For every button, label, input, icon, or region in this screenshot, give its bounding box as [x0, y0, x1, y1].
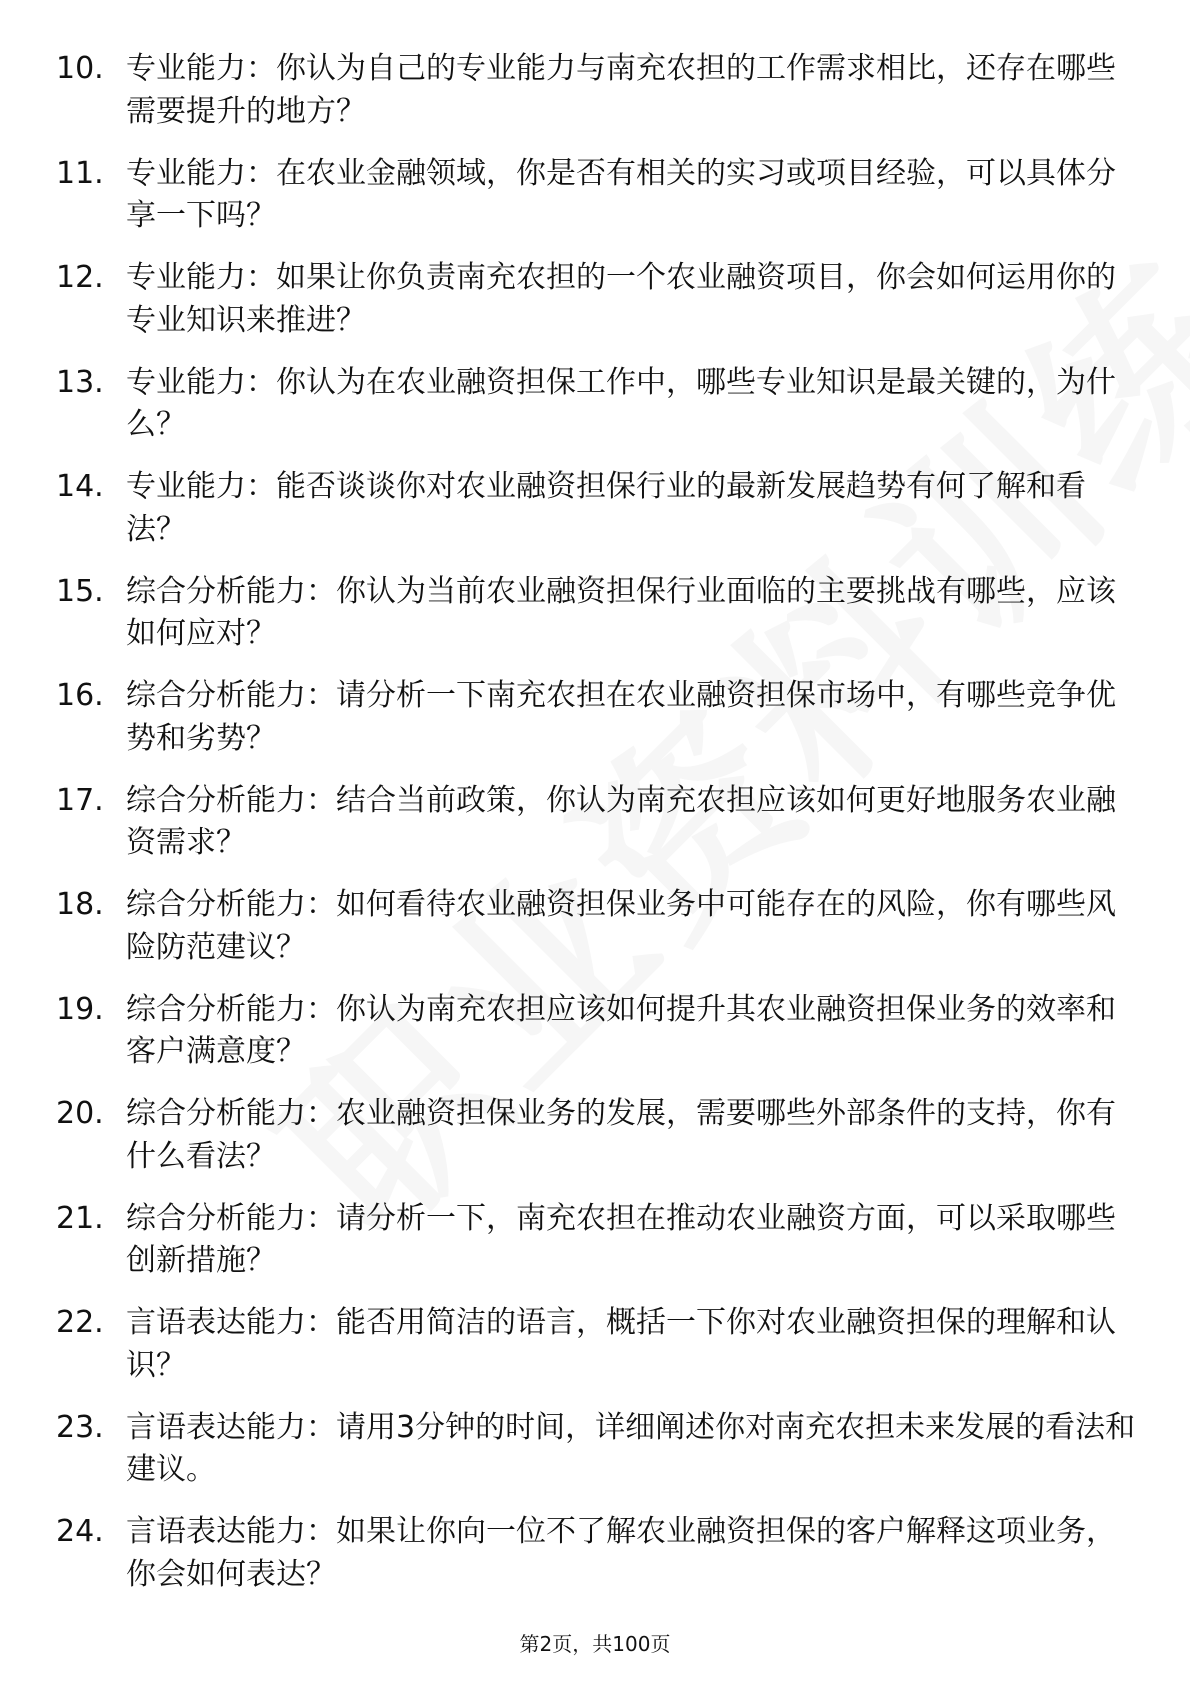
question-number: 11.	[56, 155, 104, 191]
page-footer: 第2页，共100页	[519, 1632, 671, 1656]
list-item	[56, 48, 1136, 133]
question-number: 13.	[56, 364, 104, 400]
question-number: 22.	[56, 1305, 104, 1340]
list-item	[56, 1302, 1136, 1387]
list-item	[56, 153, 1136, 238]
list-item	[56, 466, 1136, 551]
list-item	[56, 780, 1136, 865]
list-item	[56, 362, 1136, 447]
list-item	[56, 1198, 1136, 1283]
question-text: 专业能力：能否谈谈你对农业融资担保行业的最新发展趋势有何了解和看法？	[126, 469, 1086, 547]
question-text: 专业能力：如果让你负责南充农担的一个农业融资项目，你会如何运用你的专业知识来推进？	[126, 260, 1116, 338]
question-text: 言语表达能力：能否用简洁的语言，概括一下你对农业融资担保的理解和认识？	[126, 1305, 1116, 1383]
question-text: 综合分析能力：请分析一下南充农担在农业融资担保市场中，有哪些竞争优势和劣势？	[126, 678, 1116, 756]
question-text: 综合分析能力：如何看待农业融资担保业务中可能存在的风险，你有哪些风险防范建议？	[126, 887, 1116, 965]
question-text: 专业能力：你认为在农业融资担保工作中，哪些专业知识是最关键的，为什么？	[126, 364, 1116, 442]
question-text: 言语表达能力：请用3分钟的时间，详细阐述你对南充农担未来发展的看法和建议。	[126, 1409, 1136, 1487]
list-item	[56, 257, 1136, 342]
question-number: 19.	[56, 991, 104, 1027]
question-number: 10.	[56, 51, 104, 86]
question-text: 综合分析能力：你认为南充农担应该如何提升其农业融资担保业务的效率和客户满意度？	[126, 991, 1116, 1069]
list-item	[56, 571, 1136, 656]
question-number: 21.	[56, 1200, 104, 1236]
list-item	[56, 675, 1136, 760]
question-text: 综合分析能力：结合当前政策，你认为南充农担应该如何更好地服务农业融资需求？	[126, 782, 1116, 860]
question-text: 综合分析能力：农业融资担保业务的发展，需要哪些外部条件的支持，你有什么看法？	[126, 1096, 1116, 1174]
question-list	[56, 48, 1136, 1616]
list-item	[56, 1093, 1136, 1178]
question-text: 综合分析能力：你认为当前农业融资担保行业面临的主要挑战有哪些，应该如何应对？	[126, 573, 1116, 651]
question-text: 综合分析能力：请分析一下，南充农担在推动农业融资方面，可以采取哪些创新措施？	[126, 1200, 1116, 1278]
question-text: 专业能力：在农业金融领域，你是否有相关的实习或项目经验，可以具体分享一下吗？	[126, 155, 1116, 233]
question-number: 17.	[56, 782, 104, 818]
list-item	[56, 1407, 1136, 1492]
question-number: 16.	[56, 678, 104, 713]
question-number: 24.	[56, 1514, 104, 1549]
question-number: 18.	[56, 887, 104, 922]
question-number: 15.	[56, 573, 104, 609]
question-number: 23.	[56, 1409, 104, 1445]
question-text: 专业能力：你认为自己的专业能力与南充农担的工作需求相比，还存在哪些需要提升的地方？	[126, 51, 1116, 129]
question-number: 12.	[56, 260, 104, 295]
list-item	[56, 989, 1136, 1074]
list-item	[56, 1511, 1136, 1596]
question-number: 20.	[56, 1096, 104, 1131]
list-item	[56, 884, 1136, 969]
question-number: 14.	[56, 469, 104, 504]
question-text: 言语表达能力：如果让你向一位不了解农业融资担保的客户解释这项业务，你会如何表达？	[126, 1514, 1116, 1592]
